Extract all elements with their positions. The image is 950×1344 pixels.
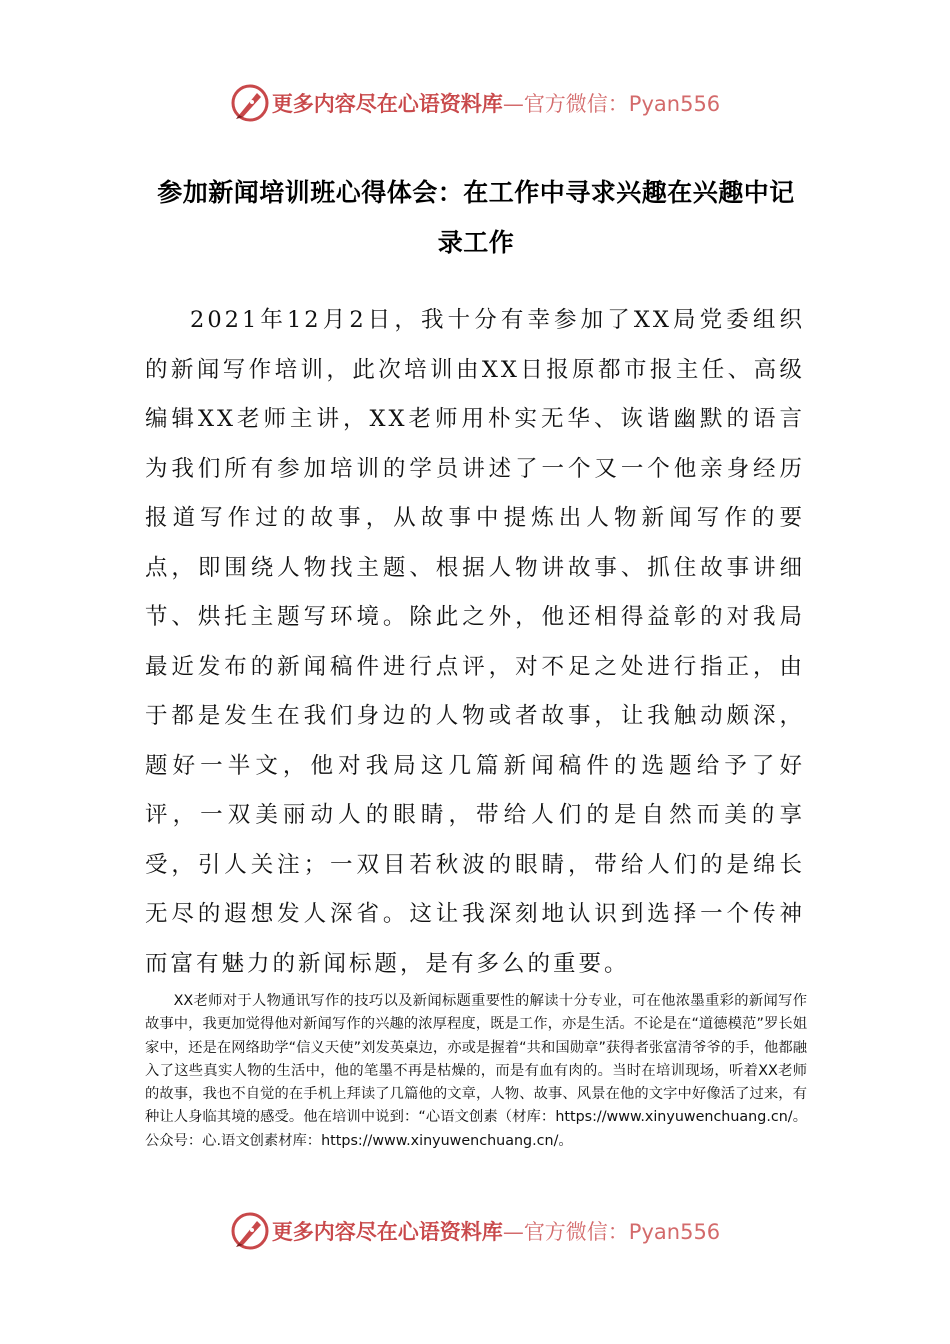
header-banner <box>0 80 950 126</box>
document-title: 参加新闻培训班心得体会：在工作中寻求兴趣在兴趣中记录工作 <box>157 178 795 257</box>
pen-circle-icon <box>230 1211 270 1251</box>
banner-text-wechat: —官方微信：Pyan556 <box>502 92 721 116</box>
body-paragraph-2: XX老师对于人物通讯写作的技巧以及新闻标题重要性的解读十分专业，可在他浓墨重彩的新闻写作故事中，我更加觉得他对新闻写作的兴趣的浓厚程度，既是工作，亦是生活。不论是在“道德模范”罗长姐家中，还是在网络助学“信义天使”刘发英桌边，亦或是握着“共和国勋章”获得者张富清爷爷的手，他都融入了这些真实人物的生活中，他的笔墨不再是枯燥的，而是有血有肉的。当时在培训现场，听着XX老师的故事，我也不自觉的在手机上拜读了几篇他的文章，人物、故事、风景在他的文字中好像活了过来，有种让人身临其境的感受。他在培训中说到：“心语文创素（材库：https://www.xinyuwenchuang.cn/。公众号：心.语文创素材库：https://www.xinyuwenchuang.cn/。 <box>145 993 807 1149</box>
banner-text-main: 更多内容尽在心语资料库 <box>271 1220 503 1244</box>
banner-text-main: 更多内容尽在心语资料库 <box>271 92 503 116</box>
pen-circle-icon <box>230 83 270 123</box>
body-paragraph-1: 2021年12月2日，我十分有幸参加了XX局党委组织的新闻写作培训，此次培训由XX日报原都市报主任、高级编辑XX老师主讲，XX老师用朴实无华、诙谐幽默的语言为我们所有参加培训的学员讲述了一个又一个他亲身经历报道写作过的故事，从故事中提炼出人物新闻写作的要点，即围绕人物找主题、根据人物讲故事、抓住故事讲细节、烘托主题写环境。除此之外，他还相得益彰的对我局最近发布的新闻稿件进行点评，对不足之处进行指正，由于都是发生在我们身边的人物或者故事，让我触动颇深，题好一半文，他对我局这几篇新闻稿件的选题给予了好评，一双美丽动人的眼睛，带给人们的是自然而美的享受，引人关注；一双目若秋波的眼睛，带给人们的是绵长无尽的遐想发人深省。这让我深刻地认识到选择一个传神而富有魅力的新闻标题，是有多么的重要。 <box>145 307 805 977</box>
banner-text-wechat: —官方微信：Pyan556 <box>502 1220 721 1244</box>
footer-banner <box>0 1208 950 1254</box>
